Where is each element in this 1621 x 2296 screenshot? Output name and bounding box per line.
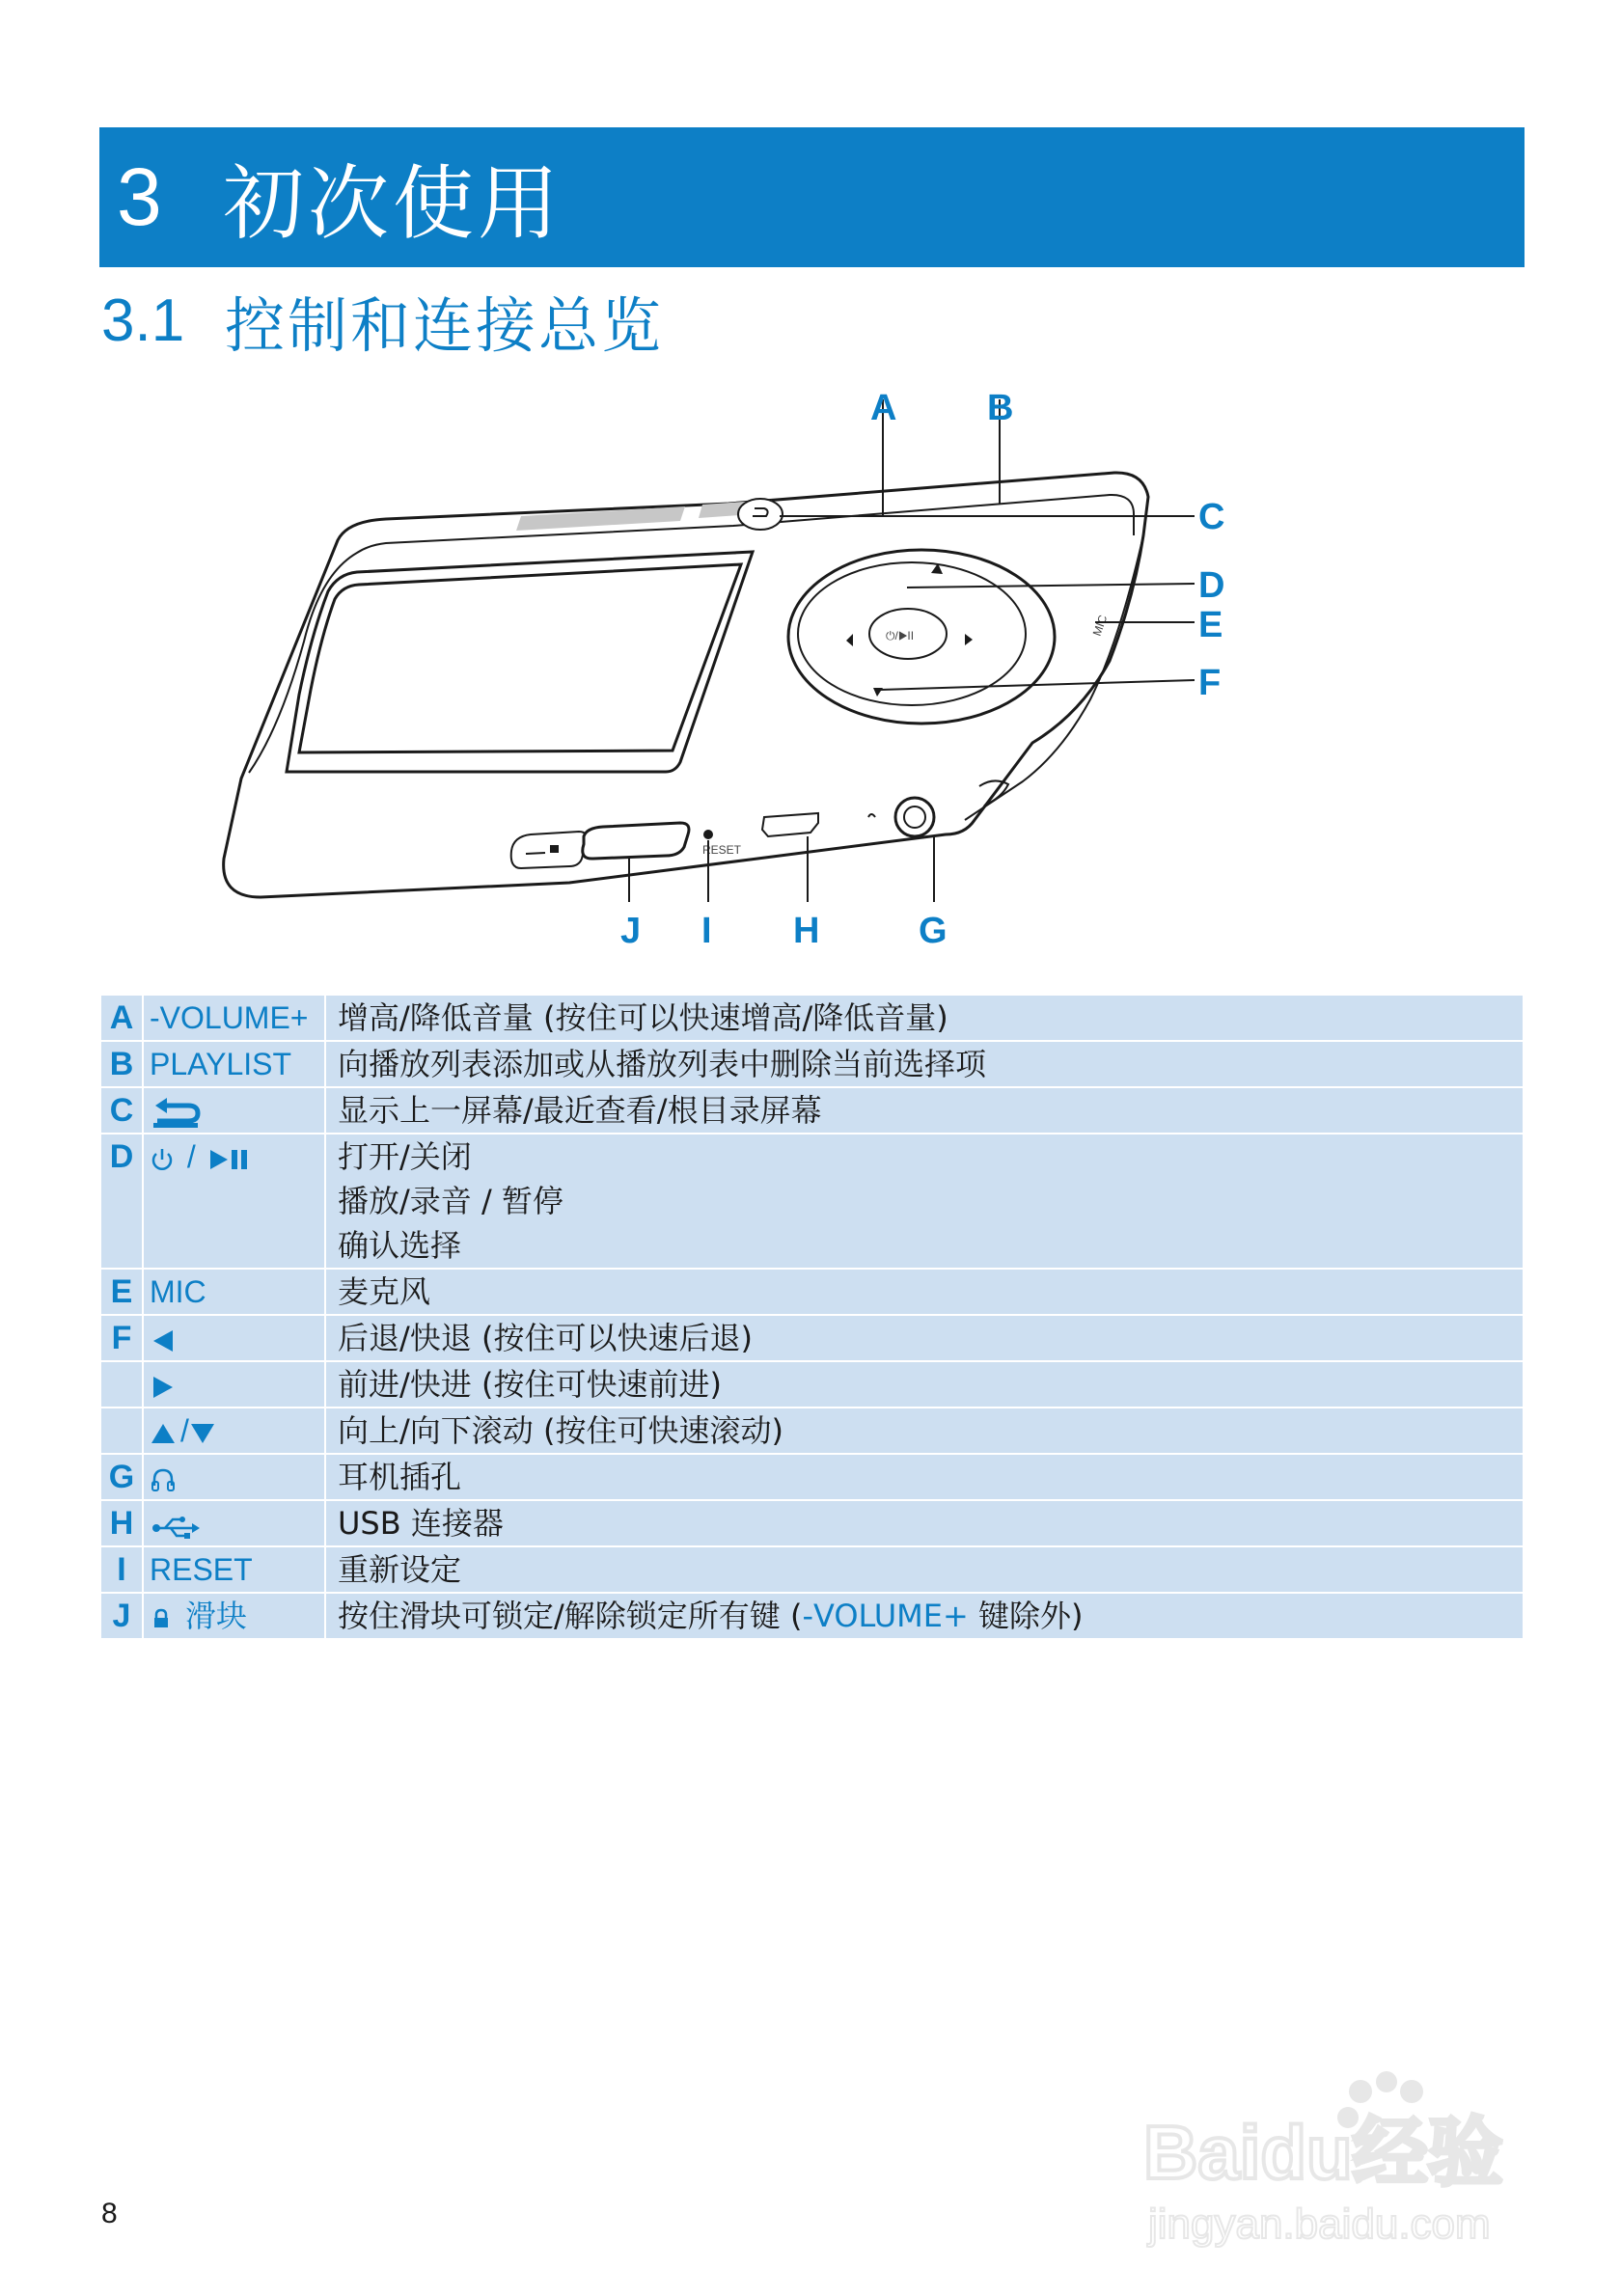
callout-j: J (620, 911, 642, 951)
legend-description: 前进/快进 (按住可快速前进) (325, 1361, 1524, 1408)
center-button-label: ⏻/▶II (886, 629, 915, 642)
desc-line: 打开/关闭 (338, 1138, 472, 1175)
legend-description (325, 1593, 1524, 1639)
control-separator: / (186, 1139, 196, 1174)
headphone-icon (150, 1466, 177, 1493)
chapter-number: 3 (117, 151, 162, 242)
legend-description (325, 1134, 1524, 1269)
legend-description: 耳机插孔 (325, 1454, 1524, 1500)
legend-row-e (100, 1269, 1524, 1315)
legend-row-d (100, 1134, 1524, 1269)
legend-table (99, 994, 1525, 1640)
legend-control: PLAYLIST (143, 1041, 325, 1087)
legend-control (143, 1500, 325, 1546)
legend-row-c (100, 1087, 1524, 1134)
legend-control: MIC (143, 1269, 325, 1315)
legend-key: A (100, 995, 143, 1041)
legend-description: 显示上一屏幕/最近查看/根目录屏幕 (325, 1087, 1524, 1134)
legend-row-f3 (100, 1408, 1524, 1454)
baidu-watermark (1134, 2064, 1539, 2257)
callout-b: B (987, 388, 1014, 428)
watermark-url: jingyan.baidu.com (1148, 2200, 1491, 2248)
callout-c: C (1198, 497, 1225, 537)
reset-device-label: RESET (702, 843, 742, 857)
play-pause-icon (205, 1146, 253, 1173)
desc-text: 键除外) (968, 1598, 1084, 1634)
legend-row-j (100, 1593, 1524, 1639)
callout-e: E (1198, 605, 1223, 645)
callout-a: A (870, 388, 897, 428)
mic-side-label: MIC (1089, 613, 1111, 639)
usb-icon (150, 1513, 202, 1540)
legend-row-b (100, 1041, 1524, 1087)
legend-description: 向上/向下滚动 (按住可快速滚动) (325, 1408, 1524, 1454)
legend-description: 后退/快退 (按住可以快速后退) (325, 1315, 1524, 1361)
legend-control (143, 1134, 325, 1269)
legend-description: 增高/降低音量 (按住可以快速增高/降低音量) (325, 995, 1524, 1041)
legend-row-a (100, 995, 1524, 1041)
callout-h: H (793, 911, 820, 951)
legend-control (143, 1593, 325, 1639)
down-arrow-icon (189, 1420, 216, 1447)
callout-g: G (919, 911, 948, 951)
device-illustration (193, 381, 1303, 974)
legend-row-f1 (100, 1315, 1524, 1361)
legend-control (143, 1087, 325, 1134)
left-arrow-icon (150, 1327, 179, 1354)
legend-description: 向播放列表添加或从播放列表中删除当前选择项 (325, 1041, 1524, 1087)
legend-key: C (100, 1087, 143, 1134)
legend-control (143, 1315, 325, 1361)
legend-control: RESET (143, 1546, 325, 1593)
up-arrow-icon (150, 1420, 177, 1447)
device-diagram (193, 381, 1303, 974)
power-icon (150, 1146, 175, 1173)
legend-row-g (100, 1454, 1524, 1500)
legend-description: 麦克风 (325, 1269, 1524, 1315)
section-heading (101, 272, 664, 369)
legend-key: H (100, 1500, 143, 1546)
section-number: 3.1 (101, 287, 185, 354)
callout-i: I (701, 911, 712, 951)
back-icon (150, 1098, 202, 1129)
legend-key: I (100, 1546, 143, 1593)
section-title: 控制和连接总览 (225, 289, 665, 361)
right-arrow-icon (150, 1374, 179, 1401)
desc-highlight: -VOLUME+ (802, 1598, 969, 1634)
legend-row-h (100, 1500, 1524, 1546)
callout-f: F (1198, 663, 1222, 703)
legend-row-f2 (100, 1361, 1524, 1408)
legend-key (100, 1408, 143, 1454)
chapter-banner (99, 127, 1525, 267)
legend-key (100, 1361, 143, 1408)
callout-d: D (1198, 565, 1225, 606)
legend-row-i (100, 1546, 1524, 1593)
chapter-title: 初次使用 (223, 156, 563, 251)
slider-label: 滑块 (184, 1599, 247, 1633)
lock-icon (150, 1607, 173, 1630)
legend-control (143, 1361, 325, 1408)
legend-key: F (100, 1315, 143, 1361)
watermark-brand: Baidu经验 (1143, 2110, 1503, 2195)
legend-control: -VOLUME+ (143, 995, 325, 1041)
legend-key: G (100, 1454, 143, 1500)
legend-description: 重新设定 (325, 1546, 1524, 1593)
desc-line: 确认选择 (338, 1227, 462, 1264)
desc-text: 按住滑块可锁定/解除锁定所有键 ( (338, 1598, 803, 1634)
legend-description: USB 连接器 (325, 1500, 1524, 1546)
legend-key: B (100, 1041, 143, 1087)
legend-control (143, 1454, 325, 1500)
control-separator: / (180, 1413, 189, 1448)
page-number: 8 (101, 2198, 118, 2229)
desc-line: 播放/录音 / 暂停 (338, 1183, 563, 1219)
legend-key: J (100, 1593, 143, 1639)
legend-key: E (100, 1269, 143, 1315)
legend-key: D (100, 1134, 143, 1269)
legend-control (143, 1408, 325, 1454)
